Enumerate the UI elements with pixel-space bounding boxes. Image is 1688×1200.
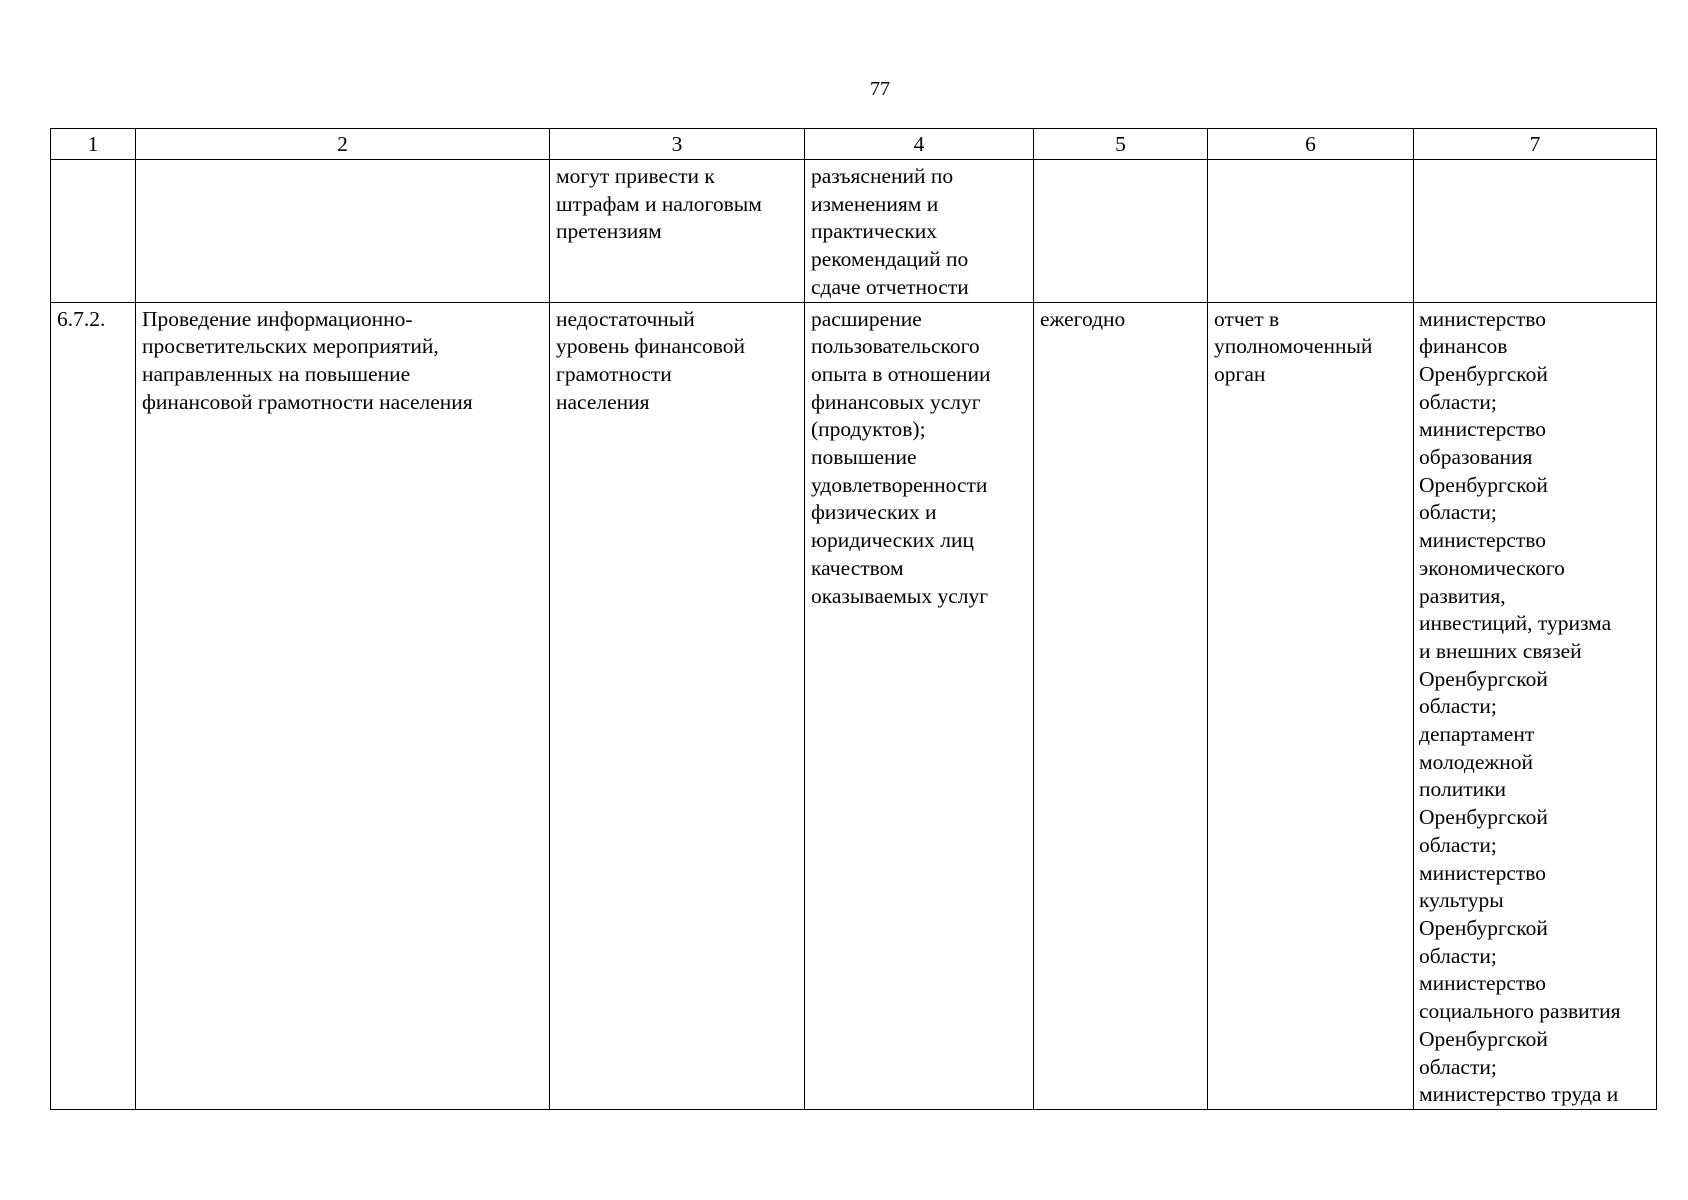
cell-deadline xyxy=(1034,160,1208,303)
cell-deadline: ежегодно xyxy=(1034,302,1208,1109)
page-number: 77 xyxy=(870,78,890,100)
table-row xyxy=(51,160,1657,303)
cell-measure xyxy=(136,160,550,303)
cell-reporting xyxy=(1208,160,1414,303)
table-row xyxy=(51,302,1657,1109)
cell-id xyxy=(51,160,136,303)
cell-reporting: отчет в уполномоченный орган xyxy=(1208,302,1414,1109)
measures-table xyxy=(50,128,1657,1110)
cell-executors xyxy=(1414,160,1657,303)
cell-risk: недостаточный уровень финансовой грамотности населения xyxy=(550,302,805,1109)
column-header: 7 xyxy=(1414,129,1657,160)
column-header: 5 xyxy=(1034,129,1208,160)
cell-result: разъяснений по изменениям и практических рекомендаций по сдаче отчетности xyxy=(805,160,1034,303)
column-header: 6 xyxy=(1208,129,1414,160)
table-header-row xyxy=(51,129,1657,160)
cell-result: расширение пользовательского опыта в отношении финансовых услуг (продуктов); повышение удовлетворенности физических и юридических лиц качеством оказываемых услуг xyxy=(805,302,1034,1109)
column-header: 4 xyxy=(805,129,1034,160)
cell-measure: Проведение информационно- просветительских мероприятий, направленных на повышение финансовой грамотности населения xyxy=(136,302,550,1109)
cell-id: 6.7.2. xyxy=(51,302,136,1109)
column-header: 3 xyxy=(550,129,805,160)
column-header: 2 xyxy=(136,129,550,160)
cell-executors: министерство финансов Оренбургской области; министерство образования Оренбургской области; министерство экономического развития, инвестиций, туризма и внешних связей Оренбургской области; департамент молодежной политики Оренбургской области; министерство культуры Оренбургской области; министерство социального развития Оренбургской области; министерство труда и xyxy=(1414,302,1657,1109)
cell-risk: могут привести к штрафам и налоговым претензиям xyxy=(550,160,805,303)
column-header: 1 xyxy=(51,129,136,160)
